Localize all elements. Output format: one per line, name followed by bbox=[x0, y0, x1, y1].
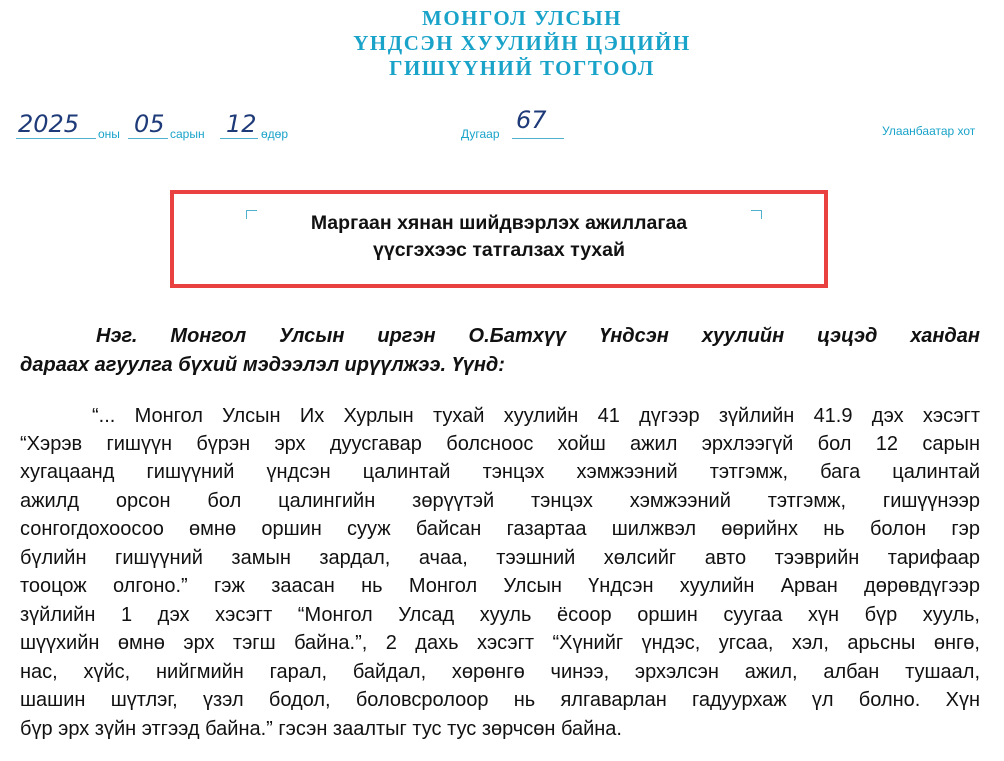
header-line-1: МОНГОЛ УЛСЫН bbox=[422, 6, 622, 30]
body-line-5: сонгогдохоосоо өмнө оршин сууж байсан газартаа шилжвэл өөрийнх нь болон гэр bbox=[20, 518, 980, 540]
header-line-2: ҮНДСЭН ХУУЛИЙН ЦЭЦИЙН bbox=[353, 31, 691, 55]
date-day: 12 bbox=[226, 110, 257, 138]
body-line-3: хугацаанд гишүүний үндсэн цалинтай тэнцэх хэмжээний тэтгэмж, бага цалинтай bbox=[20, 461, 980, 483]
date-month-underline bbox=[128, 138, 168, 139]
body-line-6: бүлийн гишүүний замын зардал, ачаа, тээшний хөлсийг авто тээврийн тарифаар bbox=[20, 547, 980, 569]
body-line-10: нас, хүйс, нийгмийн гарал, байдал, хөрөнгө чинээ, эрхэлсэн ажил, албан тушаал, bbox=[20, 661, 980, 683]
body-line-12: бүр эрх зүйн этгээд байна.” гэсэн заалтыг тус тус зөрчсөн байна. bbox=[20, 718, 622, 740]
document-header bbox=[0, 6, 1004, 81]
body-line-1: “... Монгол Улсын Их Хурлын тухай хуулийн 41 дүгээр зүйлийн 41.9 дэх хэсэгт bbox=[92, 405, 980, 427]
date-day-suffix: өдөр bbox=[261, 127, 289, 141]
header-line-3: ГИШҮҮНИЙ ТОГТООЛ bbox=[389, 56, 655, 80]
intro-line-1: Нэг. Монгол Улсын иргэн О.Батхүү Үндсэн хуулийн цэцэд хандан bbox=[96, 325, 980, 347]
number-label: Дугаар bbox=[461, 127, 500, 141]
date-month: 05 bbox=[134, 110, 165, 138]
body-line-2: “Хэрэв гишүүн бүрэн эрх дуусгавар болсноос хойш ажил эрхлээгүй бол 12 сарын bbox=[20, 433, 980, 455]
title-line-2: үүсгэхээс татгалзах тухай bbox=[373, 239, 625, 261]
title-box bbox=[170, 190, 828, 288]
date-year: 2025 bbox=[18, 110, 80, 138]
body-line-9: шүүхийн өмнө эрх тэгш байна.”, 2 дахь хэсэгт “Хүнийг үндэс, угсаа, хэл, арьсны өнгө, bbox=[20, 632, 980, 654]
number-value: 67 bbox=[516, 106, 547, 134]
document-title bbox=[174, 210, 824, 264]
date-day-underline bbox=[220, 138, 258, 139]
date-year-underline bbox=[16, 138, 96, 139]
body-line-11: шашин шүтлэг, үзэл бодол, боловсролоор нь ялгаварлан гадуурхаж үл болно. Хүн bbox=[20, 689, 980, 711]
body-line-4: ажилд орсон бол цалингийн зөрүүтэй тэнцэх хэмжээний тэтгэмж, гишүүнээр bbox=[20, 490, 980, 512]
place-label: Улаанбаатар хот bbox=[882, 124, 976, 138]
number-underline bbox=[512, 138, 564, 139]
date-year-suffix: оны bbox=[98, 127, 120, 141]
date-month-suffix: сарын bbox=[170, 127, 205, 141]
intro-line-2: дараах агуулга бүхий мэдээлэл ирүүлжээ. Үүнд: bbox=[20, 354, 505, 376]
body-line-8: зүйлийн 1 дэх хэсэгт “Монгол Улсад хууль ёсоор оршин суугаа хүн бүр хууль, bbox=[20, 604, 980, 626]
title-line-1: Маргаан хянан шийдвэрлэх ажиллагаа bbox=[310, 212, 688, 234]
body-line-7: тооцож олгоно.” гэж заасан нь Монгол Улсын Үндсэн хуулийн Арван дөрөвдүгээр bbox=[20, 575, 980, 597]
